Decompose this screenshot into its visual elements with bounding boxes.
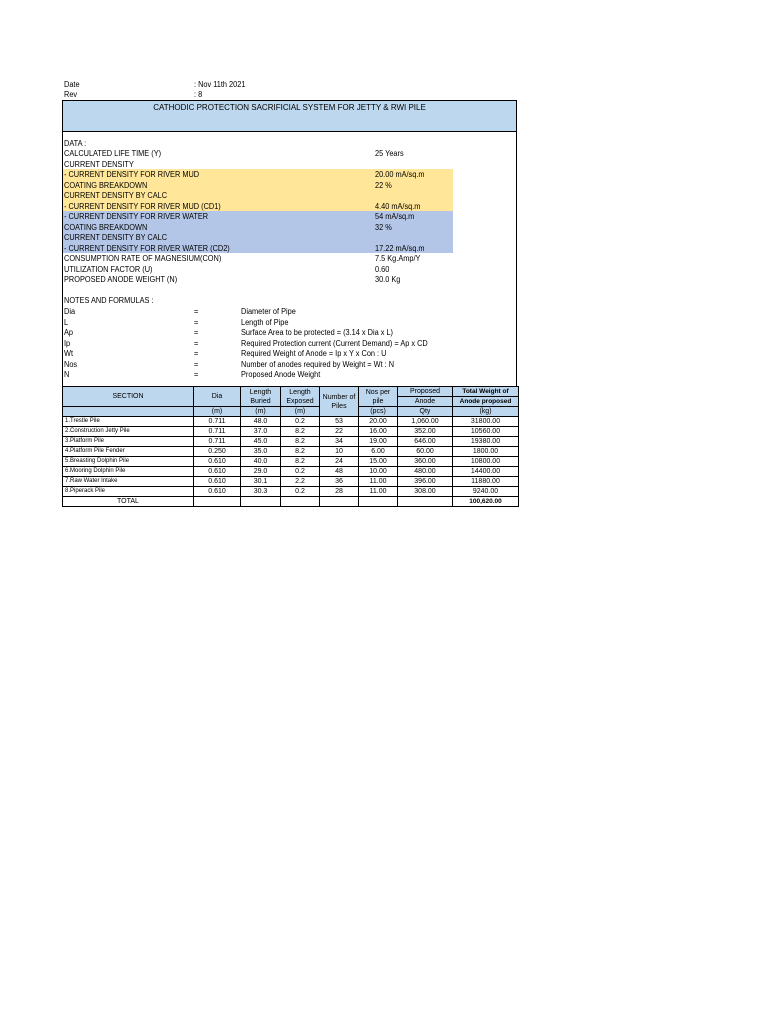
- cell-length-buried: 48.0: [241, 417, 281, 427]
- cell-dia: 0.250: [194, 447, 241, 457]
- unit-total-weight: (kg): [453, 407, 519, 417]
- table-row: [63, 437, 519, 447]
- cell-nos-per-pile: 6.00: [359, 447, 398, 457]
- cell-number-of-piles: 28: [320, 487, 359, 497]
- cell-total-weight: 9240.00: [453, 487, 519, 497]
- data-row-label: - CURRENT DENSITY FOR RIVER MUD: [64, 170, 200, 179]
- title-box: [62, 100, 517, 132]
- data-row-label: COATING BREAKDOWN: [64, 180, 148, 190]
- total-blank-2: [241, 497, 281, 507]
- cell-length-exposed: 8.2: [281, 447, 320, 457]
- data-heading: DATA :: [64, 139, 87, 148]
- note-equals: =: [194, 307, 199, 316]
- cell-length-exposed: 8.2: [281, 427, 320, 437]
- cell-number-of-piles: 53: [320, 417, 359, 427]
- note-symbol: N: [64, 370, 70, 379]
- data-row-value: 32 %: [375, 222, 392, 232]
- date-label: Date: [64, 80, 80, 89]
- cell-section: 1.Trestle Pile: [63, 417, 194, 427]
- table-row: [63, 447, 519, 457]
- note-symbol: Wt: [64, 349, 73, 358]
- cell-length-exposed: 8.2: [281, 437, 320, 447]
- date-value: : Nov 11th 2021: [194, 80, 246, 89]
- header-length-buried: Length Buried: [241, 387, 281, 407]
- cell-section: 8.Piperack Pile: [63, 487, 194, 497]
- cell-anode-qty: 480.00: [398, 467, 453, 477]
- data-row-label: CURRENT DENSITY BY CALC: [64, 191, 168, 200]
- cell-nos-per-pile: 20.00: [359, 417, 398, 427]
- cell-total-weight: 1800.00: [453, 447, 519, 457]
- cell-number-of-piles: 10: [320, 447, 359, 457]
- cell-section: 5.Breasting Dolphin Pile: [63, 457, 194, 467]
- cell-dia: 0.610: [194, 457, 241, 467]
- cell-dia: 0.711: [194, 417, 241, 427]
- cell-number-of-piles: 48: [320, 467, 359, 477]
- total-value: 100,620.00: [453, 497, 519, 507]
- cell-nos-per-pile: 11.00: [359, 487, 398, 497]
- cell-anode-qty: 1,060.00: [398, 417, 453, 427]
- cell-length-exposed: 8.2: [281, 457, 320, 467]
- unit-section-blank: [63, 407, 194, 417]
- cell-length-exposed: 0.2: [281, 487, 320, 497]
- notes-heading: NOTES AND FORMULAS :: [64, 296, 154, 305]
- header-section: SECTION: [63, 387, 194, 407]
- cell-number-of-piles: 24: [320, 457, 359, 467]
- header-nos-per-pile: Nos per pile: [359, 387, 398, 407]
- data-row-value: 0.60: [375, 264, 390, 274]
- data-row-value: 54 mA/sq.m: [375, 212, 415, 221]
- unit-anode-qty: Qty: [398, 407, 453, 417]
- data-row-value: 22 %: [375, 180, 392, 190]
- cell-number-of-piles: 22: [320, 427, 359, 437]
- cell-length-exposed: 0.2: [281, 467, 320, 477]
- document-title: CATHODIC PROTECTION SACRIFICIAL SYSTEM FOR JETTY & RWI PILE: [153, 103, 426, 112]
- cell-anode-qty: 360.00: [398, 457, 453, 467]
- data-row-label: - CURRENT DENSITY FOR RIVER WATER: [64, 212, 209, 221]
- note-equals: =: [194, 349, 199, 358]
- cell-total-weight: 14400.00: [453, 467, 519, 477]
- total-blank-5: [359, 497, 398, 507]
- data-row-label: UTILIZATION FACTOR (U): [64, 264, 153, 274]
- note-description: Number of anodes required by Weight = Wt : N: [241, 359, 395, 369]
- unit-dia: (m): [194, 407, 241, 417]
- data-row-label: - CURRENT DENSITY FOR RIVER WATER (CD2): [64, 243, 230, 253]
- cell-nos-per-pile: 15.00: [359, 457, 398, 467]
- unit-nos-per-pile: (pcs): [359, 407, 398, 417]
- data-row-value: 7.5 Kg.Amp/Y: [375, 254, 421, 263]
- rev-value: : 8: [194, 90, 203, 99]
- cell-length-buried: 29.0: [241, 467, 281, 477]
- note-symbol: Ip: [64, 338, 71, 348]
- note-description: Required Weight of Anode = Ip x Y x Con : U: [241, 349, 387, 358]
- cell-anode-qty: 646.00: [398, 437, 453, 447]
- cell-dia: 0.610: [194, 477, 241, 487]
- cell-length-buried: 35.0: [241, 447, 281, 457]
- header-anode: Anode: [398, 397, 453, 407]
- cell-length-buried: 40.0: [241, 457, 281, 467]
- data-row-value: 25 Years: [375, 149, 404, 158]
- unit-length-buried: (m): [241, 407, 281, 417]
- data-row-label: CURRENT DENSITY BY CALC: [64, 233, 168, 242]
- data-row-label: CONSUMPTION RATE OF MAGNESIUM(CON): [64, 254, 222, 263]
- table-row: [63, 427, 519, 437]
- data-row-value: 4.40 mA/sq.m: [375, 201, 421, 211]
- table-row: [63, 487, 519, 497]
- note-symbol: Ap: [64, 328, 74, 337]
- note-equals: =: [194, 359, 199, 369]
- data-row-value: 20.00 mA/sq.m: [375, 170, 425, 179]
- cell-nos-per-pile: 16.00: [359, 427, 398, 437]
- cell-section: 2.Construction Jetty Pile: [63, 427, 194, 437]
- cell-nos-per-pile: 19.00: [359, 437, 398, 447]
- cell-number-of-piles: 36: [320, 477, 359, 487]
- note-symbol: L: [64, 317, 69, 327]
- unit-length-exposed: (m): [281, 407, 320, 417]
- note-description: Required Protection current (Current Demand) = Ap x CD: [241, 338, 428, 348]
- total-blank-3: [281, 497, 320, 507]
- header-number-of-piles: Number of Piles: [320, 387, 359, 417]
- note-description: Surface Area to be protected = (3.14 x Dia x L): [241, 328, 393, 337]
- cell-length-buried: 45.0: [241, 437, 281, 447]
- cell-total-weight: 31800.00: [453, 417, 519, 427]
- note-description: Proposed Anode Weight: [241, 370, 321, 379]
- data-row-label: COATING BREAKDOWN: [64, 222, 148, 232]
- note-equals: =: [194, 370, 199, 379]
- data-row-label: CURRENT DENSITY: [64, 159, 134, 169]
- cell-total-weight: 11880.00: [453, 477, 519, 487]
- rev-label: Rev: [64, 90, 78, 99]
- cell-total-weight: 10560.00: [453, 427, 519, 437]
- cell-length-exposed: 2.2: [281, 477, 320, 487]
- cell-nos-per-pile: 11.00: [359, 477, 398, 487]
- data-row-label: PROPOSED ANODE WEIGHT (N): [64, 275, 178, 284]
- cell-section: 7.Raw Water Intake: [63, 477, 194, 487]
- table-row: [63, 457, 519, 467]
- note-equals: =: [194, 317, 199, 327]
- data-row-value: 17.22 mA/sq.m: [375, 243, 425, 253]
- total-label: TOTAL: [63, 497, 194, 507]
- cell-nos-per-pile: 10.00: [359, 467, 398, 477]
- note-symbol: Nos: [64, 359, 78, 369]
- cell-length-buried: 30.3: [241, 487, 281, 497]
- table-row: [63, 467, 519, 477]
- cell-number-of-piles: 34: [320, 437, 359, 447]
- total-blank-1: [194, 497, 241, 507]
- data-row-label: CALCULATED LIFE TIME (Y): [64, 149, 162, 158]
- table-row: [63, 477, 519, 487]
- cell-anode-qty: 396.00: [398, 477, 453, 487]
- note-equals: =: [194, 328, 199, 337]
- cell-length-buried: 37.0: [241, 427, 281, 437]
- total-blank-6: [398, 497, 453, 507]
- cell-section: 4.Platform Pile Fender: [63, 447, 194, 457]
- cell-length-buried: 30.1: [241, 477, 281, 487]
- cell-dia: 0.711: [194, 427, 241, 437]
- cell-section: 6.Mooring Dolphin Pile: [63, 467, 194, 477]
- cell-anode-qty: 308.00: [398, 487, 453, 497]
- table-row: [63, 417, 519, 427]
- note-description: Diameter of Pipe: [241, 307, 296, 316]
- cell-anode-qty: 60.00: [398, 447, 453, 457]
- note-equals: =: [194, 338, 199, 348]
- total-blank-4: [320, 497, 359, 507]
- header-length-exposed: Length Exposed: [281, 387, 320, 407]
- cell-total-weight: 10800.00: [453, 457, 519, 467]
- header-total-weight: Total Weight of: [453, 387, 519, 397]
- note-symbol: Dia: [64, 307, 76, 316]
- anode-table: [62, 386, 519, 507]
- cell-dia: 0.610: [194, 467, 241, 477]
- header-dia: Dia: [194, 387, 241, 407]
- cell-total-weight: 19380.00: [453, 437, 519, 447]
- cell-length-exposed: 0.2: [281, 417, 320, 427]
- header-proposed: Proposed: [398, 387, 453, 397]
- note-description: Length of Pipe: [241, 317, 289, 327]
- cell-anode-qty: 352.00: [398, 427, 453, 437]
- header-anode-proposed: Anode proposed: [453, 397, 519, 407]
- cell-dia: 0.610: [194, 487, 241, 497]
- cell-section: 3.Platform Pile: [63, 437, 194, 447]
- data-row-value: 30.0 Kg: [375, 275, 401, 284]
- cell-dia: 0.711: [194, 437, 241, 447]
- data-row-label: - CURRENT DENSITY FOR RIVER MUD (CD1): [64, 201, 221, 211]
